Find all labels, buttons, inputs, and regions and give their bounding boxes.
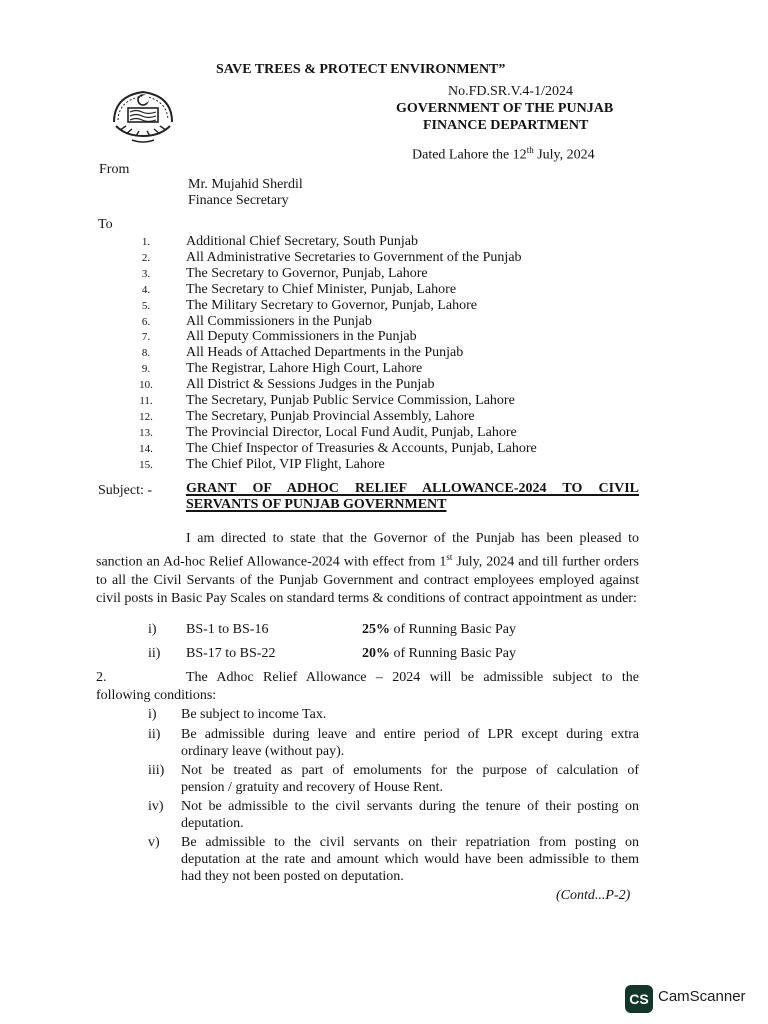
recipient-item: All Administrative Secretaries to Government of the Punjab [186, 249, 522, 265]
camscanner-label: CamScanner [658, 988, 746, 1005]
recipient-number: 5. [141, 299, 151, 312]
recipient-item: The Chief Pilot, VIP Flight, Lahore [186, 456, 385, 472]
paragraph-2-number: 2. [96, 670, 107, 685]
recipient-number: 6. [141, 315, 151, 328]
camscanner-logo-icon: CS [625, 985, 653, 1013]
recipient-item: All District & Sessions Judges in the Punjab [186, 377, 435, 393]
condition-text-line: Be admissible during leave and entire period of LPR except during extra [181, 727, 639, 742]
recipient-item: The Registrar, Lahore High Court, Lahore [186, 361, 423, 377]
condition-text-line: Be admissible to the civil servants on their repatriation from posting on [181, 835, 639, 850]
recipient-number: 1. [141, 236, 151, 248]
recipient-number: 4. [141, 283, 151, 296]
rate-basis: of Running Basic Pay [390, 622, 516, 637]
recipient-number: 9. [141, 363, 151, 376]
recipient-number: 3. [141, 267, 151, 280]
condition-number: v) [148, 835, 160, 850]
date-prefix: Dated Lahore the 12 [412, 147, 527, 163]
department-title: FINANCE DEPARTMENT [423, 118, 589, 133]
to-label: To [98, 217, 113, 232]
recipient-number: 8. [141, 347, 151, 360]
recipient-item: The Provincial Director, Local Fund Audit, Punjab, Lahore [186, 424, 517, 440]
recipient-number: 10. [139, 379, 153, 392]
condition-number: i) [148, 707, 157, 722]
rate-percent: 20% [362, 646, 390, 661]
recipient-item: All Deputy Commissioners in the Punjab [186, 329, 417, 345]
recipient-item: The Chief Inspector of Treasuries & Accounts, Punjab, Lahore [186, 440, 537, 456]
subject-label: Subject: - [98, 483, 153, 498]
recipient-number: 11. [139, 395, 153, 407]
date-suffix-sup: th [526, 145, 534, 155]
rate-value [362, 622, 516, 638]
recipient-number: 15. [139, 458, 153, 471]
condition-text-line: Be subject to income Tax. [181, 707, 327, 722]
slogan: SAVE TREES & PROTECT ENVIRONMENT” [216, 62, 506, 77]
condition-text-line: deputation. [181, 816, 244, 831]
rate-number: ii) [148, 646, 161, 661]
from-label: From [99, 162, 130, 177]
recipient-item: The Secretary, Punjab Public Service Commission, Lahore [186, 393, 515, 408]
date-line [412, 142, 595, 164]
recipient-number: 14. [139, 442, 153, 455]
sender-title: Finance Secretary [188, 193, 289, 208]
condition-number: ii) [148, 727, 161, 742]
condition-text-line: Not be treated as part of emoluments for the purpose of calculation of [181, 763, 639, 778]
rate-value [362, 646, 516, 662]
subject-line-1: GRANT OF ADHOC RELIEF ALLOWANCE-2024 TO CIVIL [186, 481, 639, 496]
subject-line-2: SERVANTS OF PUNJAB GOVERNMENT [186, 497, 447, 512]
paragraph-1-text-a: I am directed to state that the Governor of the Punjab has been pleased to sanction an Ad-hoc Relief Allowance-2024 with effect from 1 [96, 531, 639, 570]
rate-percent: 25% [362, 622, 390, 637]
recipient-item: The Secretary to Governor, Punjab, Lahore [186, 265, 428, 281]
condition-number: iii) [148, 763, 165, 778]
recipient-item: All Heads of Attached Departments in the Punjab [186, 345, 464, 361]
recipient-item: The Military Secretary to Governor, Punjab, Lahore [186, 297, 478, 313]
sender-name: Mr. Mujahid Sherdil [188, 177, 303, 192]
condition-text-line: pension / gratuity and recovery of House Rent. [181, 780, 444, 795]
condition-text-line: had they not been posted on deputation. [181, 869, 404, 884]
rate-number: i) [148, 622, 157, 637]
recipient-item: All Commissioners in the Punjab [186, 313, 372, 329]
reference-number: No.FD.SR.V.4-1/2024 [448, 84, 573, 99]
condition-text-line: Not be admissible to the civil servants during the tenure of their posting on [181, 799, 639, 814]
rate-scale: BS-17 to BS-22 [186, 646, 276, 661]
continued-note: (Contd...P-2) [556, 888, 631, 903]
recipient-number: 13. [139, 426, 153, 439]
recipient-number: 7. [141, 331, 151, 344]
recipient-number: 12. [139, 410, 153, 423]
paragraph-2-line-2: following conditions: [96, 688, 217, 703]
punjab-emblem-icon [106, 86, 180, 146]
condition-number: iv) [148, 799, 164, 814]
government-title: GOVERNMENT OF THE PUNJAB [396, 101, 614, 116]
recipient-item: Additional Chief Secretary, South Punjab [186, 234, 418, 249]
rate-basis: of Running Basic Pay [390, 646, 516, 661]
recipient-item: The Secretary to Chief Minister, Punjab, Lahore [186, 281, 457, 297]
recipient-number: 2. [141, 251, 151, 264]
paragraph-1-sup: st [446, 552, 453, 562]
recipient-item: The Secretary, Punjab Provincial Assembly, Lahore [186, 408, 475, 424]
paragraph-1-text-b: July, 2024 and till further orders to all the Civil Servants of the Punjab Government and contract employees employed against civil posts in Basic Pay Scales on standard terms & conditions of contract appointment as under: [96, 554, 639, 606]
rate-scale: BS-1 to BS-16 [186, 622, 269, 637]
paragraph-2-line-1: The Adhoc Relief Allowance – 2024 will be admissible subject to the [186, 670, 639, 685]
paragraph-1 [96, 530, 639, 608]
condition-text-line: ordinary leave (without pay). [181, 744, 345, 759]
date-suffix: July, 2024 [533, 147, 595, 163]
condition-text-line: deputation at the rate and amount which would have been admissible to them [181, 852, 639, 867]
